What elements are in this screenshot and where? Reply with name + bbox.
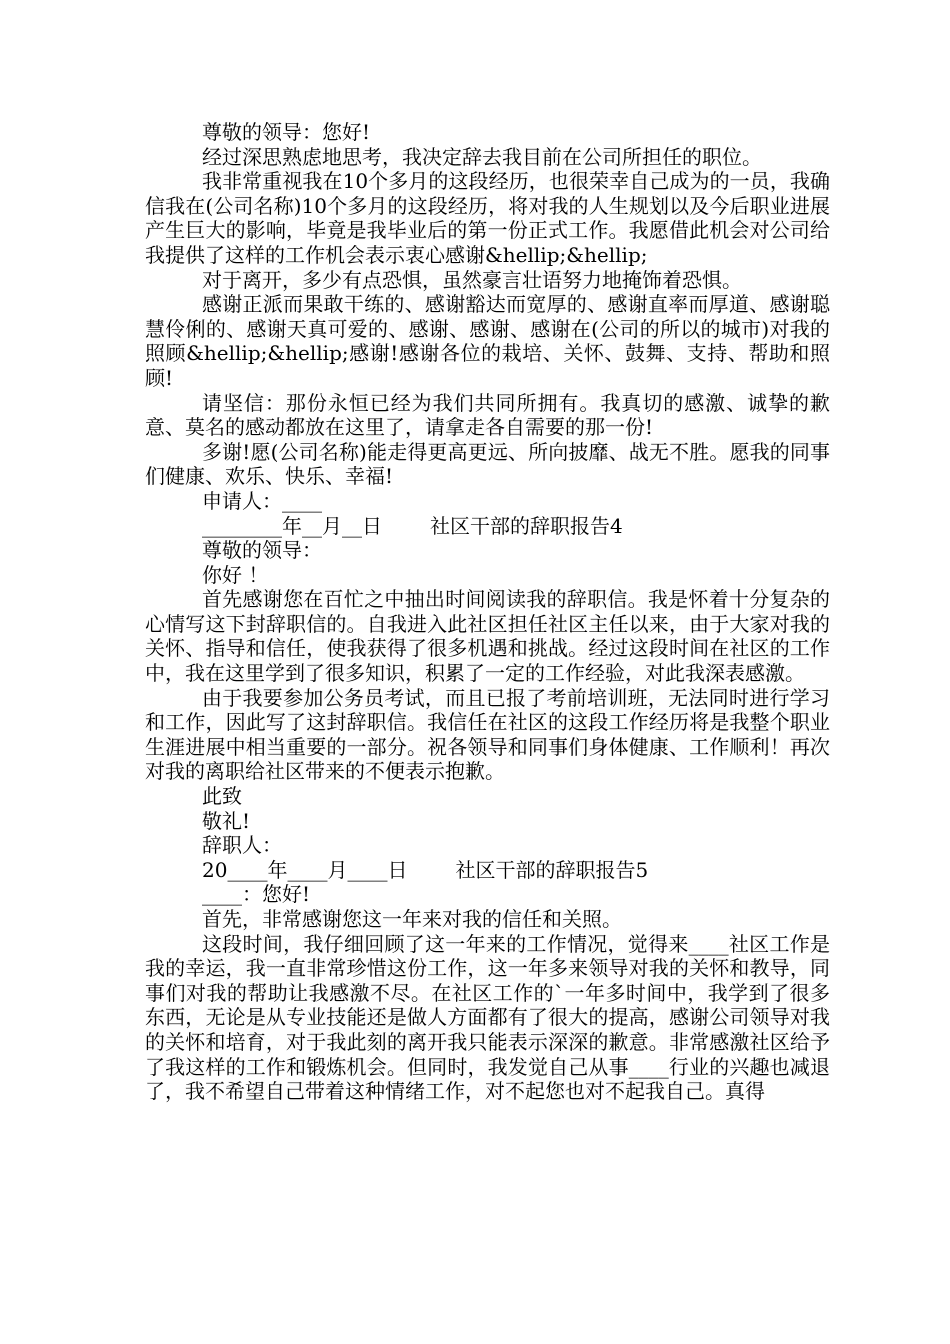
greeting: ____：您好! [202, 882, 311, 907]
body-paragraph: 多谢!愿(公司名称)能走得更高更远、所向披靡、战无不胜。愿我的同事们健康、欢乐、快乐、幸福! [145, 439, 830, 489]
date-line: 20____年____月____日 [202, 857, 408, 882]
body-paragraph: 我非常重视我在10个多月的这段经历，也很荣幸自己成为的一员，我确信我在(公司名称)10个多月的这段经历，将对我的人生规划以及今后职业进展产生巨大的影响，毕竟是我毕业后的第一份正式工作。我愿借此机会对公司给我提供了这样的工作机会表示衷心感谢&hellip;&hellip; [145, 169, 830, 267]
date-line: ________年__月__日 [202, 513, 382, 538]
date-title-line-5 [145, 858, 830, 883]
date-title-line-4 [145, 514, 830, 539]
section-title: 社区干部的辞职报告5 [455, 857, 649, 882]
body-paragraph: 感谢正派而果敢干练的、感谢豁达而宽厚的、感谢直率而厚道、感谢聪慧伶俐的、感谢天真可爱的、感谢、感谢、感谢在(公司的所以的城市)对我的照顾&hellip;&hellip;感谢!感谢各位的栽培、关怀、鼓舞、支持、帮助和照顾! [145, 292, 830, 390]
greeting: 尊敬的领导： [202, 538, 322, 563]
body-paragraph: 这段时间，我仔细回顾了这一年来的工作情况，觉得来____社区工作是我的幸运，我一直非常珍惜这份工作，这一年多来领导对我的关怀和教导，同事们对我的帮助让我感激不尽。在社区工作的`一年多时间中，我学到了很多东西，无论是从专业技能还是做人方面都有了很大的提高，感谢公司领导对我的关怀和培育，对于我此刻的离开我只能表示深深的歉意。非常感激社区给予了我这样的工作和锻炼机会。但同时，我发觉自己从事____行业的兴趣也减退了，我不希望自己带着这种情绪工作，对不起您也对不起我自己。真得 [145, 931, 830, 1104]
greeting: 尊敬的领导：您好! [202, 120, 371, 144]
body-paragraph: 首先，非常感谢您这一年来对我的信任和关照。 [202, 907, 622, 931]
body-paragraph: 首先感谢您在百忙之中抽出时间阅读我的辞职信。我是怀着十分复杂的心情写这下封辞职信的。自我进入此社区担任社区主任以来，由于大家对我的关怀、指导和信任，使我获得了很多机遇和挑战。经过这段时间在社区的工作中，我在这里学到了很多知识，积累了一定的工作经验，对此我深表感激。 [145, 587, 830, 686]
closing-line: 敬礼! [202, 808, 251, 833]
body-paragraph: 请坚信：那份永恒已经为我们共同所拥有。我真切的感激、诚挚的歉意、莫名的感动都放在这里了，请拿走各自需要的那一份! [145, 390, 830, 440]
signature-line: 辞职人： [202, 833, 282, 858]
applicant-line: 申请人：____ [202, 488, 322, 513]
closing-line: 此致 [202, 784, 242, 809]
section-title: 社区干部的辞职报告4 [430, 513, 623, 538]
document-body [145, 120, 830, 1104]
body-paragraph: 经过深思熟虑地思考，我决定辞去我目前在公司所担任的职位。 [202, 144, 762, 169]
greeting: 你好 ！ [202, 562, 269, 587]
body-paragraph: 对于离开，多少有点恐惧，虽然豪言壮语努力地掩饰着恐惧。 [202, 267, 742, 292]
body-paragraph: 由于我要参加公务员考试，而且已报了考前培训班，无法同时进行学习和工作，因此写了这封辞职信。我信任在社区的这段工作经历将是我整个职业生涯进展中相当重要的一部分。祝各领导和同事们身体健康、工作顺利！再次对我的离职给社区带来的不便表示抱歉。 [145, 685, 830, 784]
